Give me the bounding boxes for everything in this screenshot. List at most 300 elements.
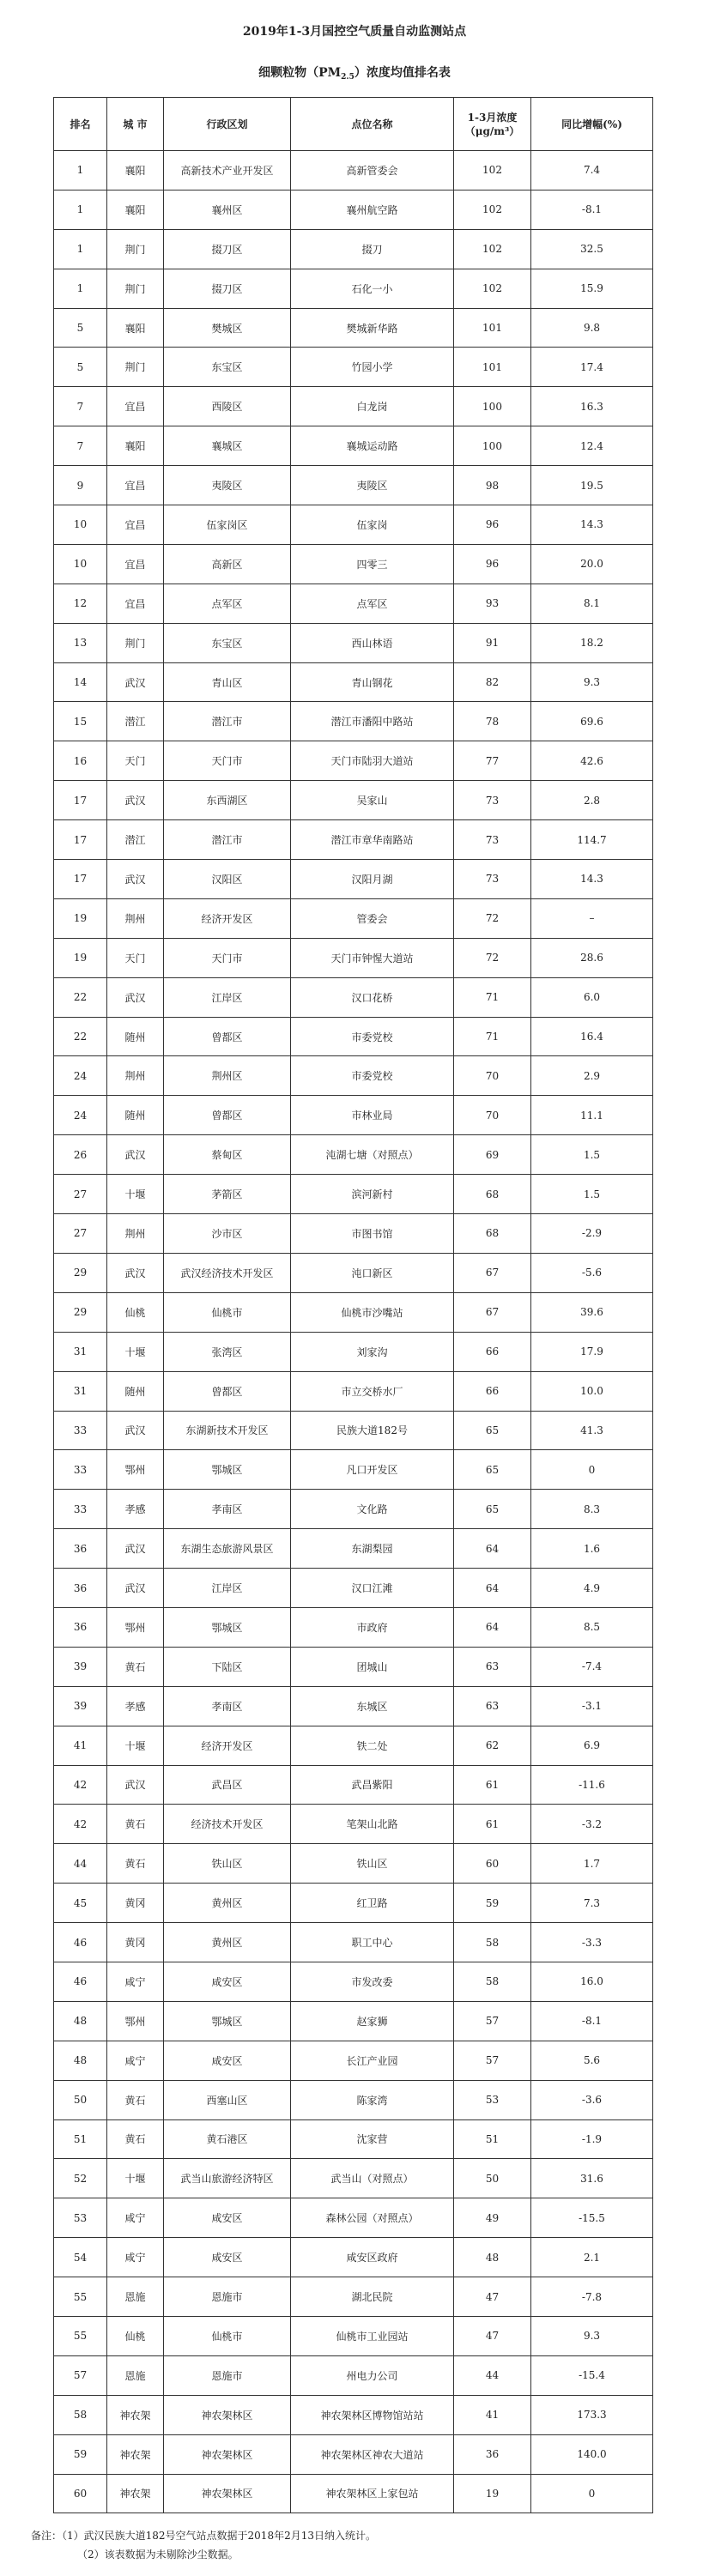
cell-change: 8.5 [531,1607,653,1647]
cell-concentration: 82 [454,662,531,702]
cell-site: 竹园小学 [291,348,454,387]
ranking-table [53,97,653,2513]
table-row [54,2395,653,2434]
cell-rank: 7 [54,387,107,426]
cell-city: 黄石 [107,2119,164,2159]
cell-district: 荆州区 [164,1056,291,1096]
cell-rank: 16 [54,741,107,781]
cell-site: 伍家岗 [291,505,454,545]
table-row [54,1096,653,1135]
table-row [54,229,653,269]
cell-district: 经济技术开发区 [164,1805,291,1844]
cell-rank: 46 [54,1923,107,1962]
table-row [54,1686,653,1726]
cell-site: 汉口江滩 [291,1569,454,1608]
table-row [54,2277,653,2317]
cell-city: 武汉 [107,1253,164,1292]
cell-district: 高新技术产业开发区 [164,151,291,190]
cell-district: 鄂城区 [164,2001,291,2041]
cell-city: 咸宁 [107,2238,164,2277]
cell-district: 黄州区 [164,1923,291,1962]
header-rank: 排名 [54,98,107,151]
table-row [54,1490,653,1529]
cell-district: 天门市 [164,938,291,977]
cell-concentration: 36 [454,2434,531,2474]
cell-city: 十堰 [107,1175,164,1214]
cell-site: 汉口花桥 [291,977,454,1017]
cell-site: 铁二处 [291,1726,454,1765]
cell-concentration: 101 [454,348,531,387]
cell-change: 140.0 [531,2434,653,2474]
table-row [54,1411,653,1450]
cell-site: 夷陵区 [291,466,454,505]
cell-site: 沌湖七塘（对照点） [291,1135,454,1175]
cell-district: 蔡甸区 [164,1135,291,1175]
cell-change: 10.0 [531,1371,653,1411]
cell-concentration: 49 [454,2198,531,2238]
cell-city: 武汉 [107,1135,164,1175]
cell-district: 张湾区 [164,1332,291,1371]
cell-city: 荆门 [107,348,164,387]
cell-change: 39.6 [531,1292,653,1332]
cell-rank: 22 [54,977,107,1017]
cell-site: 文化路 [291,1490,454,1529]
cell-rank: 17 [54,860,107,899]
header-concentration [454,98,531,151]
cell-district: 神农架林区 [164,2474,291,2513]
table-row [54,1253,653,1292]
cell-city: 仙桃 [107,2316,164,2355]
cell-rank: 33 [54,1450,107,1490]
cell-rank: 27 [54,1214,107,1254]
cell-concentration: 67 [454,1253,531,1292]
table-row [54,2159,653,2198]
note-line-2: （2）该表数据为未剔除沙尘数据。 [77,2549,239,2561]
cell-concentration: 64 [454,1607,531,1647]
cell-site: 东城区 [291,1686,454,1726]
cell-district: 江岸区 [164,977,291,1017]
cell-concentration: 102 [454,190,531,229]
cell-rank: 48 [54,2041,107,2080]
table-row [54,2198,653,2238]
cell-concentration: 68 [454,1175,531,1214]
cell-city: 天门 [107,741,164,781]
header-concentration-line2: （μg/m³） [464,124,520,137]
table-row [54,2355,653,2395]
cell-change: 1.7 [531,1844,653,1884]
cell-change: 11.1 [531,1096,653,1135]
cell-district: 神农架林区 [164,2395,291,2434]
cell-city: 咸宁 [107,1962,164,2001]
table-row [54,1647,653,1686]
cell-city: 荆门 [107,269,164,308]
cell-city: 恩施 [107,2277,164,2317]
cell-concentration: 67 [454,1292,531,1332]
cell-city: 天门 [107,938,164,977]
cell-concentration: 66 [454,1332,531,1371]
cell-district: 曾都区 [164,1017,291,1056]
cell-concentration: 69 [454,1135,531,1175]
cell-change: 7.4 [531,151,653,190]
cell-rank: 26 [54,1135,107,1175]
table-row [54,151,653,190]
cell-rank: 5 [54,348,107,387]
cell-change: 9.8 [531,308,653,348]
cell-change: 6.0 [531,977,653,1017]
cell-concentration: 60 [454,1844,531,1884]
cell-rank: 19 [54,898,107,938]
cell-district: 仙桃市 [164,2316,291,2355]
cell-district: 曾都区 [164,1371,291,1411]
table-row [54,1450,653,1490]
cell-district: 孝南区 [164,1490,291,1529]
cell-district: 襄城区 [164,426,291,466]
cell-concentration: 61 [454,1805,531,1844]
cell-rank: 39 [54,1686,107,1726]
cell-change: 0 [531,2474,653,2513]
cell-change: 41.3 [531,1411,653,1450]
cell-site: 东湖梨园 [291,1529,454,1569]
cell-city: 神农架 [107,2395,164,2434]
table-row [54,781,653,820]
table-row [54,1962,653,2001]
cell-site: 咸安区政府 [291,2238,454,2277]
table-row [54,1726,653,1765]
cell-city: 荆州 [107,1056,164,1096]
cell-concentration: 48 [454,2238,531,2277]
cell-district: 东湖新技术开发区 [164,1411,291,1450]
cell-concentration: 98 [454,466,531,505]
table-row [54,820,653,860]
cell-site: 沈家营 [291,2119,454,2159]
cell-concentration: 64 [454,1529,531,1569]
cell-district: 经济开发区 [164,898,291,938]
table-row [54,938,653,977]
table-row [54,584,653,623]
cell-rank: 45 [54,1884,107,1923]
cell-change: 7.3 [531,1884,653,1923]
cell-concentration: 91 [454,623,531,662]
table-row [54,702,653,741]
cell-city: 宜昌 [107,505,164,545]
cell-concentration: 101 [454,308,531,348]
cell-district: 武昌区 [164,1765,291,1805]
cell-city: 宜昌 [107,584,164,623]
cell-district: 神农架林区 [164,2434,291,2474]
cell-site: 天门市钟惺大道站 [291,938,454,977]
cell-concentration: 64 [454,1569,531,1608]
cell-district: 西塞山区 [164,2080,291,2119]
cell-district: 东西湖区 [164,781,291,820]
cell-district: 黄州区 [164,1884,291,1923]
header-district: 行政区划 [164,98,291,151]
cell-district: 沙市区 [164,1214,291,1254]
cell-site: 襄州航空路 [291,190,454,229]
cell-city: 宜昌 [107,544,164,584]
cell-change: 0 [531,1450,653,1490]
cell-rank: 10 [54,544,107,584]
table-row [54,1135,653,1175]
cell-concentration: 73 [454,820,531,860]
cell-district: 咸安区 [164,2198,291,2238]
cell-city: 襄阳 [107,190,164,229]
cell-site: 青山钢花 [291,662,454,702]
table-row [54,426,653,466]
cell-site: 市林业局 [291,1096,454,1135]
cell-change: 16.4 [531,1017,653,1056]
header-concentration-line1: 1-3月浓度 [467,111,518,124]
cell-city: 荆门 [107,623,164,662]
cell-rank: 19 [54,938,107,977]
header-change: 同比增幅(%) [531,98,653,151]
cell-district: 潜江市 [164,820,291,860]
cell-site: 湖北民院 [291,2277,454,2317]
cell-concentration: 102 [454,269,531,308]
cell-concentration: 57 [454,2001,531,2041]
cell-rank: 31 [54,1332,107,1371]
cell-site: 仙桃市沙嘴站 [291,1292,454,1332]
cell-change: 12.4 [531,426,653,466]
cell-change: 8.1 [531,584,653,623]
cell-rank: 1 [54,229,107,269]
table-row [54,1332,653,1371]
cell-city: 鄂州 [107,1450,164,1490]
cell-city: 随州 [107,1371,164,1411]
table-row [54,1844,653,1884]
cell-concentration: 61 [454,1765,531,1805]
cell-city: 荆州 [107,1214,164,1254]
table-row [54,2080,653,2119]
cell-district: 武汉经济技术开发区 [164,1253,291,1292]
cell-city: 武汉 [107,662,164,702]
cell-change: -8.1 [531,2001,653,2041]
cell-change: -8.1 [531,190,653,229]
cell-change: 18.2 [531,623,653,662]
cell-site: 襄城运动路 [291,426,454,466]
cell-concentration: 96 [454,544,531,584]
cell-district: 襄州区 [164,190,291,229]
cell-city: 襄阳 [107,151,164,190]
cell-district: 东宝区 [164,348,291,387]
cell-city: 神农架 [107,2434,164,2474]
cell-city: 黄石 [107,1647,164,1686]
cell-site: 市图书馆 [291,1214,454,1254]
cell-change: 15.9 [531,269,653,308]
cell-concentration: 58 [454,1962,531,2001]
cell-district: 点军区 [164,584,291,623]
cell-site: 四零三 [291,544,454,584]
cell-change: -1.9 [531,2119,653,2159]
cell-district: 仙桃市 [164,1292,291,1332]
cell-district: 鄂城区 [164,1607,291,1647]
cell-city: 咸宁 [107,2041,164,2080]
cell-site: 市委党校 [291,1056,454,1096]
cell-district: 潜江市 [164,702,291,741]
cell-city: 襄阳 [107,308,164,348]
cell-concentration: 77 [454,741,531,781]
cell-district: 掇刀区 [164,269,291,308]
table-row [54,1214,653,1254]
page-subtitle [0,63,709,82]
cell-site: 笔架山北路 [291,1805,454,1844]
cell-rank: 36 [54,1569,107,1608]
cell-concentration: 93 [454,584,531,623]
cell-site: 仙桃市工业园站 [291,2316,454,2355]
cell-rank: 36 [54,1529,107,1569]
cell-concentration: 41 [454,2395,531,2434]
cell-change: 17.4 [531,348,653,387]
table-row [54,1292,653,1332]
cell-rank: 1 [54,269,107,308]
cell-rank: 27 [54,1175,107,1214]
table-row [54,1884,653,1923]
cell-change: 9.3 [531,662,653,702]
page-title: 2019年1-3月国控空气质量自动监测站点 [242,25,467,39]
cell-site: 潜江市潘阳中路站 [291,702,454,741]
cell-concentration: 65 [454,1450,531,1490]
cell-change: -2.9 [531,1214,653,1254]
cell-district: 经济开发区 [164,1726,291,1765]
cell-concentration: 65 [454,1490,531,1529]
cell-change: 8.3 [531,1490,653,1529]
cell-district: 下陆区 [164,1647,291,1686]
table-row [54,2434,653,2474]
cell-change: 2.1 [531,2238,653,2277]
cell-concentration: 44 [454,2355,531,2395]
table-row [54,2041,653,2080]
cell-site: 白龙岗 [291,387,454,426]
cell-change: -15.4 [531,2355,653,2395]
cell-rank: 1 [54,151,107,190]
cell-site: 铁山区 [291,1844,454,1884]
cell-concentration: 70 [454,1096,531,1135]
table-row [54,860,653,899]
cell-concentration: 102 [454,229,531,269]
cell-rank: 36 [54,1607,107,1647]
table-row [54,623,653,662]
table-row [54,977,653,1017]
cell-change: -3.2 [531,1805,653,1844]
cell-district: 掇刀区 [164,229,291,269]
cell-district: 鄂城区 [164,1450,291,1490]
cell-rank: 59 [54,2434,107,2474]
cell-rank: 13 [54,623,107,662]
cell-change: 16.0 [531,1962,653,2001]
table-row [54,2474,653,2513]
cell-change: 173.3 [531,2395,653,2434]
cell-city: 神农架 [107,2474,164,2513]
cell-rank: 60 [54,2474,107,2513]
cell-city: 孝感 [107,1686,164,1726]
cell-district: 铁山区 [164,1844,291,1884]
cell-city: 潜江 [107,702,164,741]
cell-city: 荆门 [107,229,164,269]
cell-city: 宜昌 [107,466,164,505]
cell-district: 樊城区 [164,308,291,348]
cell-site: 掇刀 [291,229,454,269]
cell-rank: 44 [54,1844,107,1884]
cell-concentration: 73 [454,860,531,899]
cell-change: – [531,898,653,938]
cell-rank: 39 [54,1647,107,1686]
cell-change: 14.3 [531,505,653,545]
cell-concentration: 63 [454,1647,531,1686]
cell-district: 高新区 [164,544,291,584]
table-row [54,2316,653,2355]
cell-city: 黄石 [107,1844,164,1884]
table-body [54,151,653,2513]
cell-city: 武汉 [107,1411,164,1450]
cell-site: 州电力公司 [291,2355,454,2395]
cell-concentration: 47 [454,2277,531,2317]
cell-city: 十堰 [107,1726,164,1765]
cell-site: 长江产业园 [291,2041,454,2080]
note-line-1: 备注：（1）武汉民族大道182号空气站点数据于2018年2月13日纳入统计。 [31,2530,376,2542]
cell-district: 咸安区 [164,2041,291,2080]
cell-rank: 50 [54,2080,107,2119]
cell-site: 神农架林区上家包站 [291,2474,454,2513]
cell-site: 武当山（对照点） [291,2159,454,2198]
cell-rank: 51 [54,2119,107,2159]
cell-city: 黄石 [107,1805,164,1844]
cell-district: 曾都区 [164,1096,291,1135]
cell-change: 31.6 [531,2159,653,2198]
cell-rank: 29 [54,1292,107,1332]
subtitle-subscript: 2.5 [341,73,354,82]
cell-concentration: 72 [454,898,531,938]
cell-district: 茅箭区 [164,1175,291,1214]
cell-site: 吴家山 [291,781,454,820]
cell-concentration: 63 [454,1686,531,1726]
cell-city: 黄冈 [107,1923,164,1962]
cell-rank: 55 [54,2277,107,2317]
cell-change: 4.9 [531,1569,653,1608]
cell-site: 石化一小 [291,269,454,308]
cell-site: 滨河新村 [291,1175,454,1214]
cell-rank: 12 [54,584,107,623]
cell-change: -7.4 [531,1647,653,1686]
cell-concentration: 68 [454,1214,531,1254]
cell-site: 管委会 [291,898,454,938]
table-row [54,1056,653,1096]
cell-rank: 42 [54,1805,107,1844]
cell-concentration: 72 [454,938,531,977]
cell-city: 武汉 [107,1529,164,1569]
cell-city: 荆州 [107,898,164,938]
cell-rank: 41 [54,1726,107,1765]
cell-site: 樊城新华路 [291,308,454,348]
cell-concentration: 19 [454,2474,531,2513]
cell-district: 咸安区 [164,1962,291,2001]
cell-district: 孝南区 [164,1686,291,1726]
cell-concentration: 47 [454,2316,531,2355]
cell-change: 19.5 [531,466,653,505]
cell-city: 武汉 [107,860,164,899]
cell-rank: 24 [54,1096,107,1135]
table-row [54,662,653,702]
cell-change: 1.5 [531,1175,653,1214]
cell-change: 16.3 [531,387,653,426]
cell-concentration: 71 [454,977,531,1017]
cell-city: 十堰 [107,2159,164,2198]
cell-city: 武汉 [107,977,164,1017]
cell-concentration: 96 [454,505,531,545]
cell-rank: 7 [54,426,107,466]
table-row [54,1017,653,1056]
cell-city: 黄石 [107,2080,164,2119]
table-row [54,1607,653,1647]
cell-city: 孝感 [107,1490,164,1529]
